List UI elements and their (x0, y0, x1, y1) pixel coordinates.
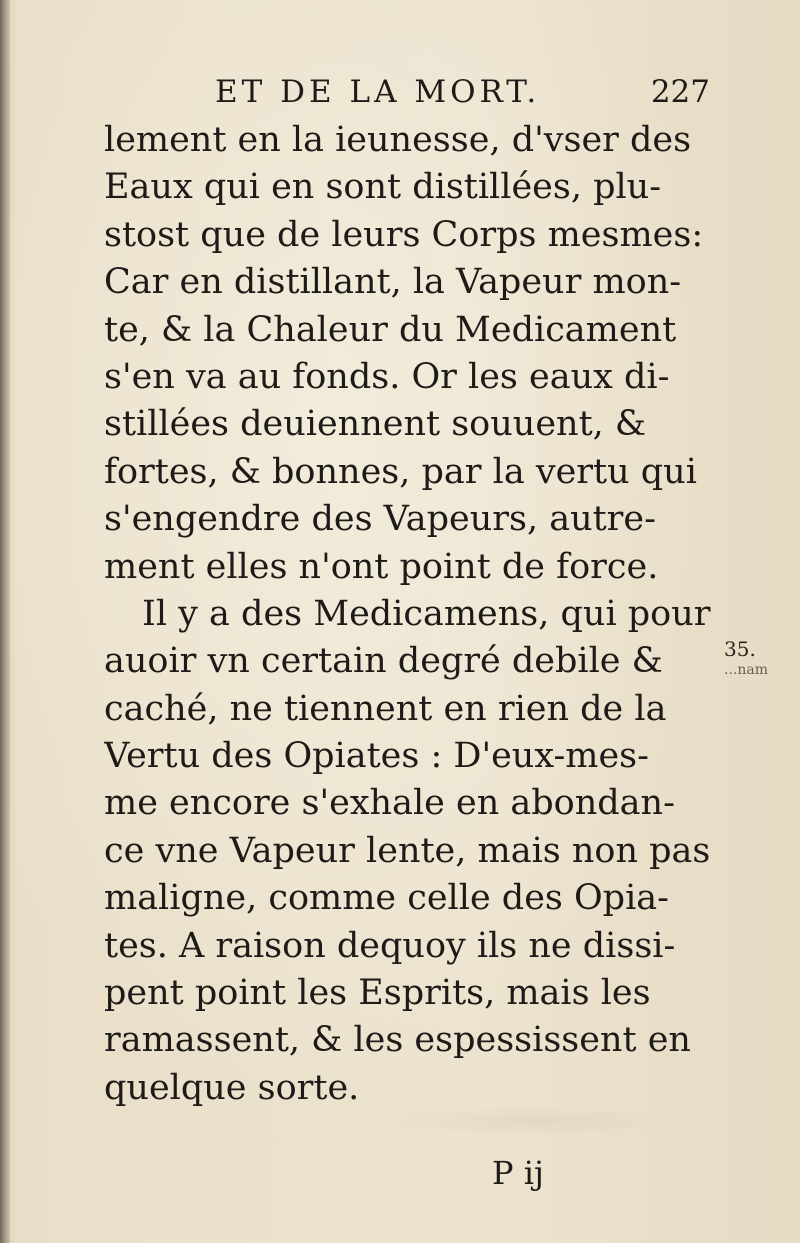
text-line: ce vne Vapeur lente, mais non pas (104, 830, 711, 871)
text-line: s'engendre des Vapeurs, autre- (104, 499, 656, 540)
text-line: ramassent, & les espessissent en (104, 1020, 691, 1061)
signature-mark: P ij (492, 1154, 544, 1192)
body-text (104, 117, 716, 1112)
running-head (215, 70, 710, 120)
text-line: caché, ne tiennent en rien de la (104, 688, 667, 729)
text-line: Vertu des Opiates : D'eux-mes- (104, 736, 649, 777)
paragraph-start-line: Il y a des Medicamens, qui pour (142, 593, 711, 634)
text-line: s'en va au fonds. Or les eaux di- (104, 356, 670, 397)
text-line: auoir vn certain degré debile & (104, 641, 663, 682)
show-through-smudge (380, 1106, 680, 1136)
page-gutter (0, 0, 10, 1243)
text-line: lement en la ieunesse, d'vser des (104, 120, 692, 160)
text-line: me encore s'exhale en abondan- (104, 783, 675, 824)
margin-note-fragment: ...nam (724, 662, 768, 678)
text-line: Eaux qui en sont distillées, plu- (104, 167, 662, 208)
margin-note-number: 35. (724, 637, 756, 661)
text-line: stillées deuiennent souuent, & (104, 404, 647, 445)
text-line: tes. A raison dequoy ils ne dissi- (104, 925, 676, 966)
text-line: ment elles n'ont point de force. (104, 546, 659, 587)
text-line: quelque sorte. (104, 1067, 360, 1108)
text-line: fortes, & bonnes, par la vertu qui (104, 451, 697, 492)
text-line: maligne, comme celle des Opia- (104, 878, 669, 919)
margin-note (724, 636, 768, 678)
text-line: te, & la Chaleur du Medicament (104, 309, 677, 350)
text-line: Car en distillant, la Vapeur mon- (104, 262, 682, 303)
page-number: 227 (650, 74, 710, 110)
text-line: stost que de leurs Corps mesmes: (104, 214, 704, 255)
text-line: pent point les Esprits, mais les (104, 973, 651, 1014)
running-head-title: ET DE LA MORT. (215, 74, 541, 110)
